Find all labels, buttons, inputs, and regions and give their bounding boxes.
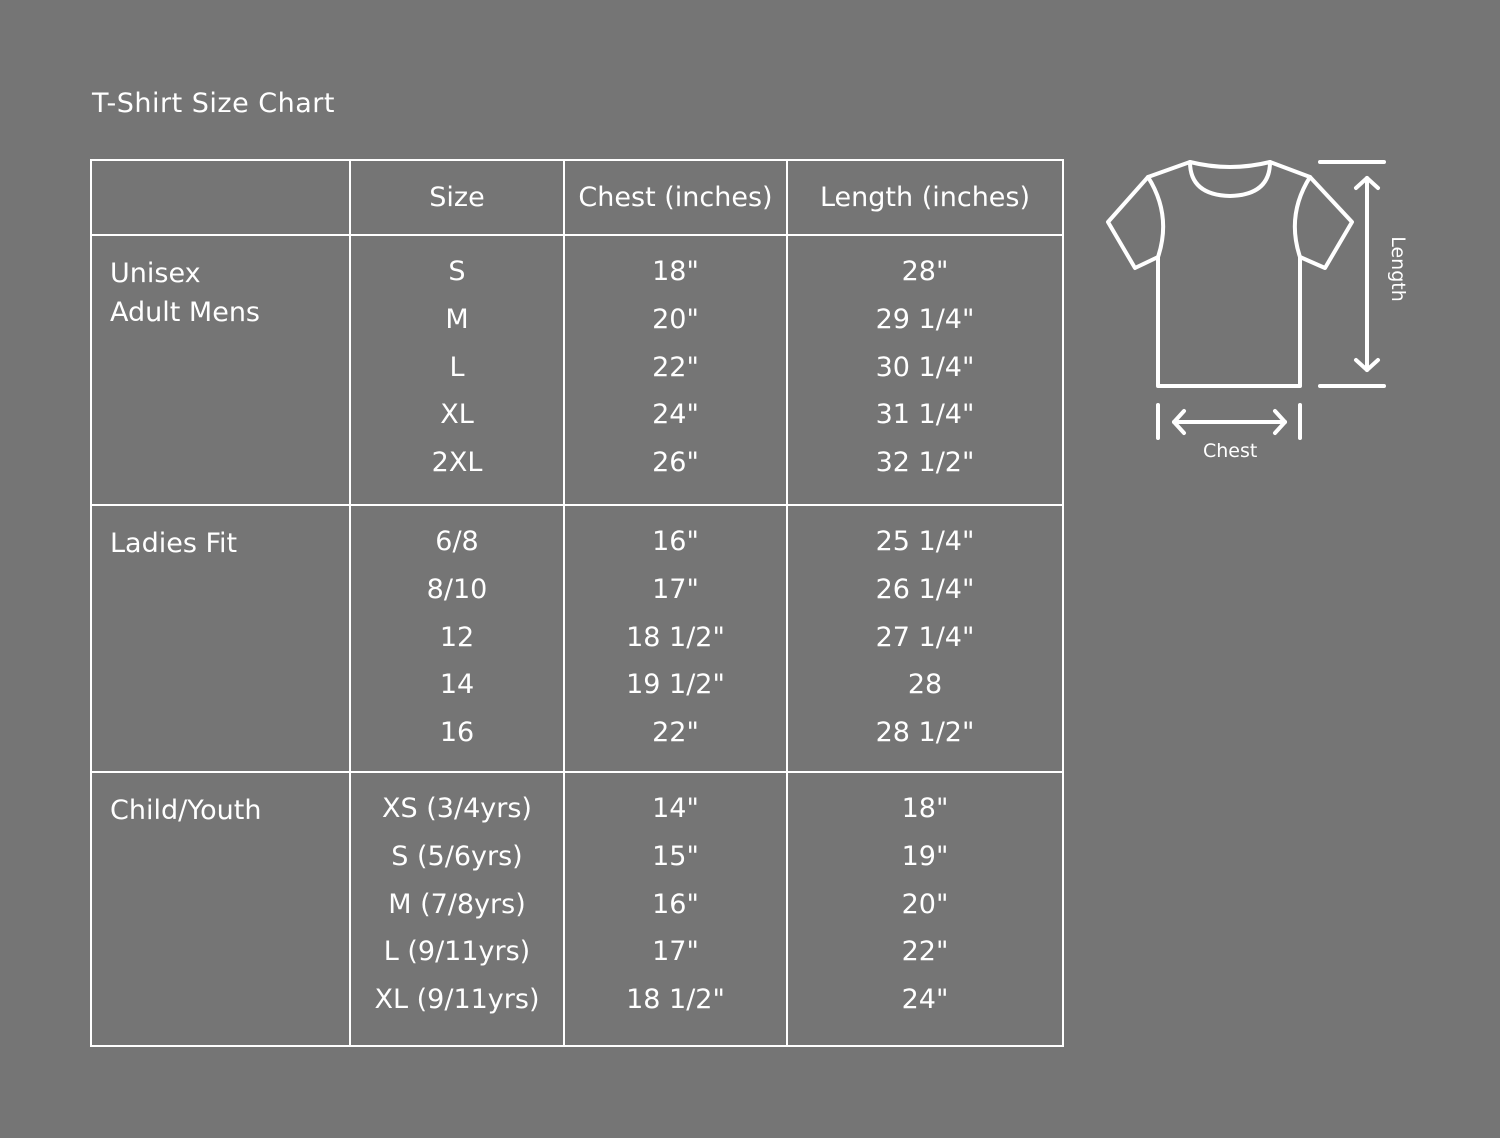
- chest-value: 22": [652, 717, 699, 749]
- chest-cell: [564, 505, 787, 772]
- length-value: 29 1/4": [875, 303, 975, 335]
- length-value: 25 1/4": [875, 526, 975, 557]
- chest-value: 20": [652, 303, 699, 335]
- length-value: 27 1/4": [875, 621, 975, 653]
- length-value: 28": [901, 256, 949, 287]
- t-shirt-icon: [1100, 150, 1410, 470]
- page-title: T-Shirt Size Chart: [92, 88, 335, 119]
- header-empty: [91, 160, 350, 235]
- size-value: S (5/6yrs): [391, 840, 523, 872]
- category-label: Unisex: [110, 258, 201, 289]
- chest-value: 24": [652, 399, 699, 431]
- category-cell: [91, 772, 350, 1046]
- size-value: 2XL: [431, 447, 483, 479]
- category-label: Ladies Fit: [110, 528, 238, 559]
- size-value: L (9/11yrs): [383, 936, 531, 968]
- size-value: S: [448, 256, 466, 287]
- size-value: 12: [439, 621, 475, 653]
- chest-value: 15": [652, 840, 699, 872]
- tshirt-diagram: [1100, 150, 1410, 470]
- category-label: Child/Youth: [110, 795, 262, 826]
- category-cell: [91, 235, 350, 505]
- size-table: [90, 159, 1064, 1047]
- chest-value: 19 1/2": [626, 669, 725, 701]
- size-value: 16: [439, 717, 475, 749]
- length-value: 31 1/4": [875, 399, 975, 431]
- table-row: [91, 235, 1063, 505]
- length-value: 19": [901, 840, 949, 872]
- length-cell: [787, 235, 1063, 505]
- category-label: Adult Mens: [110, 297, 261, 328]
- size-value: L: [449, 351, 465, 383]
- size-value: XL: [440, 399, 474, 431]
- size-value: XL (9/11yrs): [374, 984, 540, 1016]
- chest-cell: [564, 235, 787, 505]
- length-value: 32 1/2": [875, 447, 975, 479]
- sleeve-seam-right: [1295, 177, 1310, 257]
- chest-value: 18 1/2": [626, 621, 725, 653]
- length-value: 22": [901, 936, 949, 968]
- size-cell: [350, 772, 564, 1046]
- header-chest: Chest (inches): [564, 160, 787, 235]
- chest-value: 14": [652, 793, 699, 824]
- header-length: Length (inches): [787, 160, 1063, 235]
- chest-value: 17": [652, 936, 699, 968]
- chest-value: 16": [652, 888, 699, 920]
- chest-value: 17": [652, 573, 699, 605]
- size-value: 6/8: [435, 526, 479, 557]
- sleeve-seam-left: [1148, 177, 1163, 257]
- chest-value: 16": [652, 526, 699, 557]
- header-size: Size: [350, 160, 564, 235]
- table-row: [91, 505, 1063, 772]
- size-value: XS (3/4yrs): [382, 793, 532, 824]
- length-cell: [787, 772, 1063, 1046]
- length-value: 28 1/2": [875, 717, 975, 749]
- length-value: 28: [907, 669, 943, 701]
- table-row: [91, 772, 1063, 1046]
- size-value: 8/10: [426, 573, 488, 605]
- category-cell: [91, 505, 350, 772]
- length-label: Length: [1386, 236, 1409, 302]
- length-cell: [787, 505, 1063, 772]
- size-value: 14: [439, 669, 475, 701]
- chest-value: 22": [652, 351, 699, 383]
- chest-value: 26": [652, 447, 699, 479]
- length-value: 26 1/4": [875, 573, 975, 605]
- length-value: 24": [901, 984, 949, 1016]
- size-cell: [350, 505, 564, 772]
- table-header-row: [91, 160, 1063, 235]
- chest-label: Chest: [1203, 440, 1258, 462]
- length-value: 18": [901, 793, 949, 824]
- length-value: 30 1/4": [875, 351, 975, 383]
- size-cell: [350, 235, 564, 505]
- chest-cell: [564, 772, 787, 1046]
- length-value: 20": [901, 888, 949, 920]
- size-value: M: [445, 303, 469, 335]
- chest-value: 18": [652, 256, 699, 287]
- chest-value: 18 1/2": [626, 984, 725, 1016]
- size-value: M (7/8yrs): [388, 888, 526, 920]
